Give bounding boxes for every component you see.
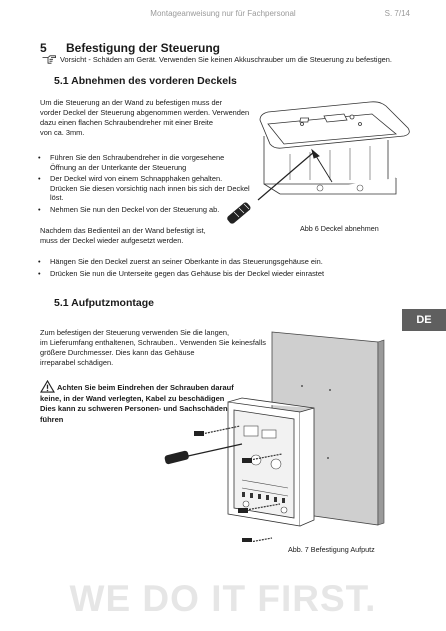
subsection-title-cover-removal: 5.1 Abnehmen des vorderen Deckels (54, 75, 237, 87)
list-item: • Der Deckel wird von einem Schnapphaken gehalten. Drücken Sie diesen vorsichtig nach innen bis sich der Deckel löst. (38, 174, 278, 203)
list-item: • Hängen Sie den Deckel zuerst an seiner Oberkante in das Steuerungsgehäuse ein. (38, 257, 408, 267)
surface-mounting-intro: Zum befestigen der Steuerung verwenden Sie die langen, im Lieferumfang enthaltenen, Schrauben.. Verwenden Sie keinesfalls größere Durchmesser. Dies kann das Gehäuse irreparabel schädigen. (40, 328, 266, 367)
housing-base (228, 398, 314, 526)
caution-note (42, 55, 392, 64)
intro-line: Um die Steuerung an der Wand zu befestigen muss der (40, 98, 223, 107)
intro-line: vorder Deckel der Steuerung abgenommen werden. Verwenden (40, 108, 250, 117)
list-item: • Nehmen Sie nun den Deckel von der Steuerung ab. (38, 205, 278, 215)
language-tab-de: DE (402, 309, 446, 331)
caution-note-text: Vorsicht - Schäden am Gerät. Verwenden Sie keinen Akkuschrauber um die Steuerung zu befestigen. (60, 55, 392, 64)
screw-icon (242, 538, 272, 542)
figure-6-caption: Abb 6 Deckel abnehmen (300, 224, 379, 233)
cover-reattach-text: Nachdem das Bedienteil an der Wand befestigt ist, muss der Deckel wieder aufgesetzt werden. (40, 226, 206, 245)
warning-notice: Achten Sie beim Eindrehen der Schrauben darauf keine, in der Wand verlegten, Kabel zu beschädigen Dies kann zu schweren Personen- und Sachschäden führen (40, 380, 280, 425)
intro-line: von ca. 3mm. (40, 128, 85, 137)
list-item: • Drücken Sie nun die Unterseite gegen das Gehäuse bis der Deckel wieder einrastet (38, 269, 408, 279)
cover-reattach-steps (38, 257, 408, 280)
page-number: S. 7/14 (384, 9, 410, 18)
pointing-hand-icon (42, 55, 56, 64)
document-header-title: Montageanweisung nur für Fachpersonal (150, 9, 296, 18)
list-item: • Führen Sie den Schraubendreher in die vorgesehene Öffnung an der Unterkante der Steuerung (38, 153, 278, 172)
intro-line: dazu einen flachen Schraubendreher mit einer Breite (40, 118, 213, 127)
figure-7-surface-mounting (150, 330, 400, 542)
warning-triangle-icon (40, 380, 55, 393)
section-number: 5 (40, 41, 47, 55)
section-title: Befestigung der Steuerung (66, 41, 221, 55)
subsection-title-surface-mounting: 5.1 Aufputzmontage (54, 297, 154, 309)
figure-6-cover-removal (220, 76, 430, 236)
figure-7-caption: Abb. 7 Befestigung Aufputz (288, 545, 375, 554)
footer-tagline: WE DO IT FIRST. (69, 578, 377, 619)
